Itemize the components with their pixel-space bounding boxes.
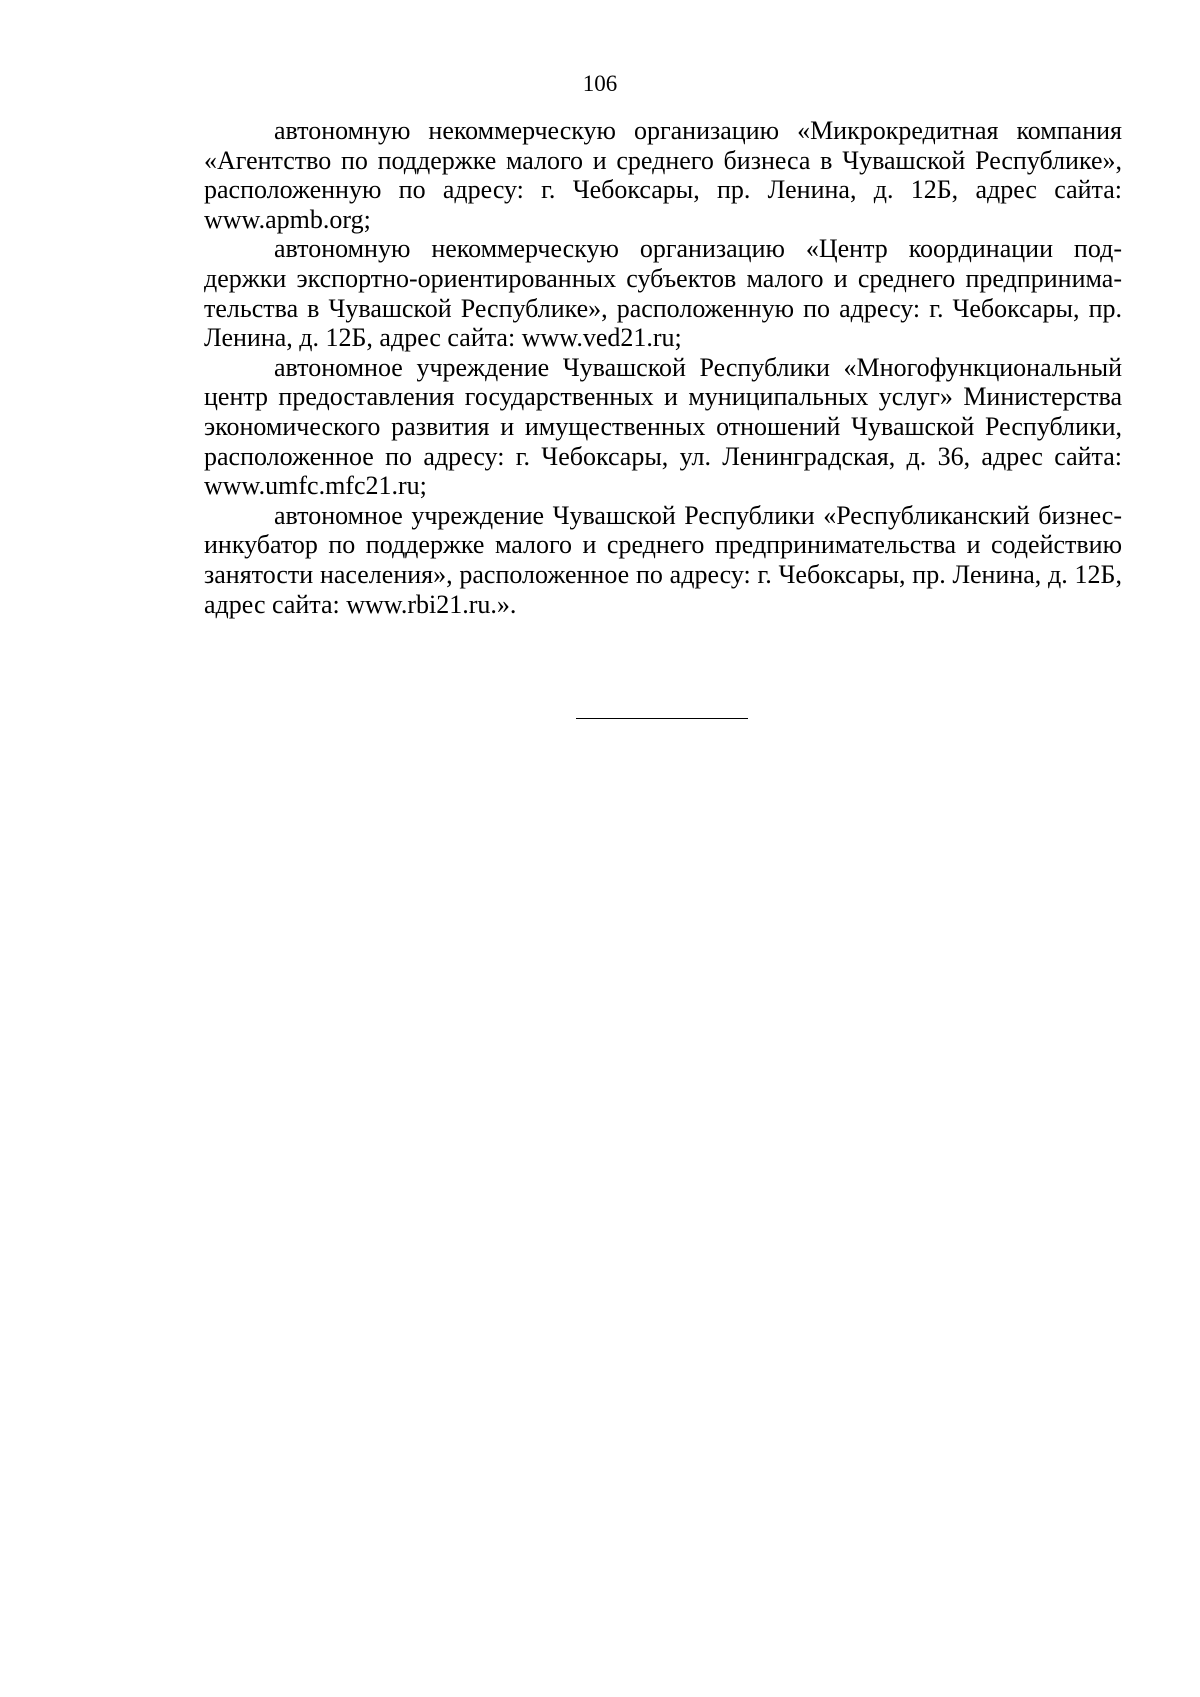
paragraph-mfc21: автономное учреждение Чувашской Республики «Многофункциональный центр предоставления государственных и муниципальных услуг» Министерства экономического развития и имущественных отношений Чувашской Республики, расположенное по адресу: г. Чебоксары, ул. Ленинградская, д. 36, адрес сайта: www.umfc.mfc21.ru; bbox=[204, 352, 1122, 501]
document-body bbox=[204, 116, 1122, 619]
end-of-document-rule bbox=[576, 718, 748, 719]
paragraph-apmb: автономную некоммерческую организацию «Микрокредитная компания «Агентство по поддержке малого и среднего бизнеса в Чувашской Республике», расположенную по адресу: г. Чебоксары, пр. Ленина, д. 12Б, адрес сайта: www.apmb.org; bbox=[204, 116, 1122, 234]
paragraph-rbi21: автономное учреждение Чувашской Республики «Республиканский бизнес-инкубатор по поддержке малого и среднего предпринимательства и содействию занятости населения», расположенное по адресу: г. Чебоксары, пр. Ленина, д. 12Б, адрес сайта: www.rbi21.ru.». bbox=[204, 500, 1122, 619]
page-number: 106 bbox=[582, 71, 618, 96]
paragraph-ved21: автономную некоммерческую организацию «Центр координации поддержки экспортно-ориентированных субъектов малого и среднего предпринимательства в Чувашской Республике», расположенную по адресу: г. Чебоксары, пр. Ленина, д. 12Б, адрес сайта: www.ved21.ru; bbox=[204, 234, 1122, 353]
